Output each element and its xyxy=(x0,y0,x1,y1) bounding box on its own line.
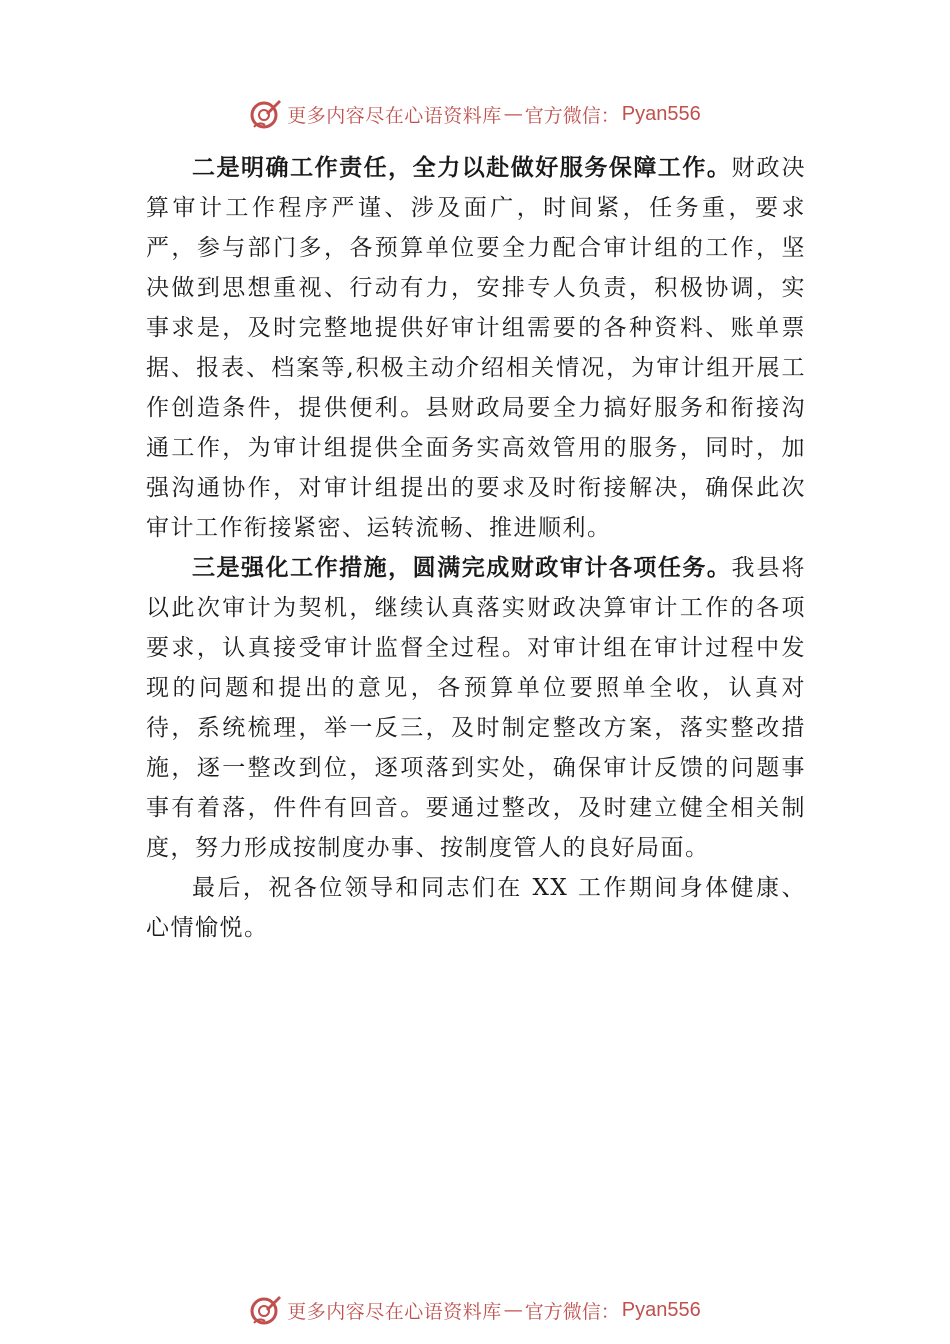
paragraph-text: 我县将以此次审计为契机，继续认真落实财政决算审计工作的各项要求，认真接受审计监督全过程。对审计组在审计过程中发现的问题和提出的意见，各预算单位要照单全收，认真对待，系统梳理，举一反三，及时制定整改方案，落实整改措施，逐一整改到位，逐项落到实处，确保审计反馈的问题事事有着落，件件有回音。要通过整改，及时建立健全相关制度，努力形成按制度办事、按制度管人的良好局面。 xyxy=(146,555,807,861)
footer-banner xyxy=(0,1290,950,1330)
paragraph-lead: 二是明确工作责任，全力以赴做好服务保障工作。 xyxy=(192,155,732,181)
banner-separator: — xyxy=(503,103,523,125)
banner-main-text: 更多内容尽在心语资料库 xyxy=(287,104,502,127)
paragraph-text: 财政决算审计工作程序严谨、涉及面广，时间紧，任务重，要求严，参与部门多，各预算单位要全力配合审计组的工作，坚决做到思想重视、行动有力，安排专人负责，积极协调，实事求是，及时完整地提供好审计组需要的各种资料、账单票据、报表、档案等,积极主动介绍相关情况，为审计组开展工作创造条件，提供便利。县财政局要全力搞好服务和衔接沟通工作，为审计组提供全面务实高效管用的服务，同时，加 强沟通协作，对审计组提出的要求及时衔接解决，确保此次审计工作衔接紧密、运转流畅、推进顺利。 xyxy=(146,155,807,541)
document-body xyxy=(146,148,806,948)
paragraph-text: 最后，祝各位领导和同志们在 XX 工作期间身体健康、心情愉悦。 xyxy=(146,875,806,941)
paragraph-measures xyxy=(146,548,806,868)
banner-account-id: Pyan556 xyxy=(621,1298,701,1321)
banner-official-label: 官方微信： xyxy=(524,104,620,127)
pen-logo-icon xyxy=(249,1293,283,1327)
paragraph-closing xyxy=(146,868,806,948)
banner-main-text: 更多内容尽在心语资料库 xyxy=(287,1300,502,1323)
banner-separator: — xyxy=(503,1299,523,1321)
paragraph-responsibility xyxy=(146,148,806,548)
pen-logo-icon xyxy=(249,97,283,131)
paragraph-lead: 三是强化工作措施，圆满完成财政审计各项任务。 xyxy=(192,555,732,581)
banner-account-id: Pyan556 xyxy=(621,102,701,125)
banner-official-label: 官方微信： xyxy=(524,1300,620,1323)
header-banner xyxy=(0,94,950,134)
